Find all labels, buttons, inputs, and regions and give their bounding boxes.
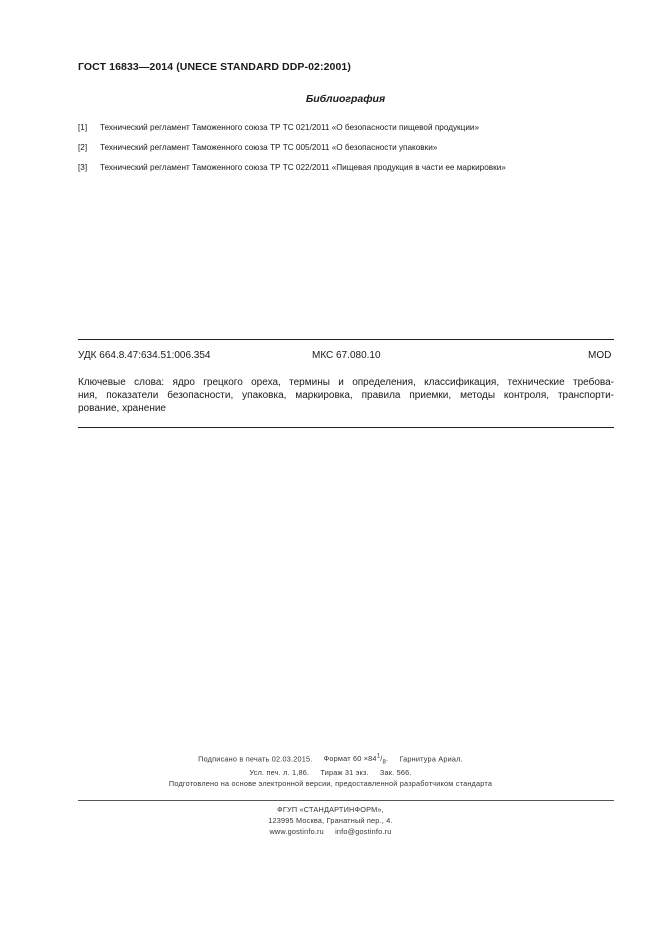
imprint-line-1 (0, 754, 661, 766)
keywords-block (78, 376, 614, 415)
keywords-line: Ключевые слова: ядро грецкого ореха, термины и определения, классификация, технические требова- (78, 377, 614, 388)
keywords-line: рование, хранение (78, 403, 166, 414)
imprint-run: Тираж 31 экз. (320, 768, 369, 777)
keywords-line: ния, показатели безопасности, упаковка, маркировка, правила приемки, методы контроля, транспорти- (78, 390, 614, 401)
mks-code: МКС 67.080.10 (312, 350, 381, 361)
bibliography-item (78, 163, 506, 172)
imprint-sheets: Усл. печ. л. 1,86. (249, 768, 310, 777)
bibliography-item-number: [2] (78, 143, 88, 152)
imprint-line-2 (0, 768, 661, 777)
divider-bottom (78, 427, 614, 428)
imprint-format: Формат $60 \times 84^1/_8$. (323, 754, 389, 766)
bibliography-item-number: [3] (78, 163, 88, 172)
publisher-address: 123995 Москва, Гранатный пер., 4. (268, 816, 393, 825)
document-header: ГОСТ 16833—2014 (UNECE STANDARD DDP-02:2001) (78, 61, 351, 73)
imprint-signed: Подписано в печать 02.03.2015. (198, 754, 313, 764)
publisher-email-link[interactable]: info@gostinfo.ru (335, 827, 392, 836)
imprint-prepared: Подготовлено на основе электронной версии, предоставленной разработчиком стандарта (168, 779, 493, 788)
bibliography-title: Библиография (305, 93, 386, 105)
divider-top (78, 339, 614, 340)
publisher-contacts (0, 827, 661, 836)
imprint-order: Зак. 566. (379, 768, 412, 777)
publisher-website-link[interactable]: www.gostinfo.ru (269, 827, 324, 836)
bibliography-item (78, 123, 479, 132)
udk-code: УДК 664.8.47:634.51:006.354 (78, 350, 211, 361)
publisher-name: ФГУП «СТАНДАРТИНФОРМ», (277, 805, 384, 814)
imprint-divider (78, 800, 614, 801)
mod-label: MOD (588, 350, 612, 361)
imprint-font: Гарнитура Ариал. (399, 754, 463, 764)
bibliography-item-number: [1] (78, 123, 88, 132)
bibliography-item-text: Технический регламент Таможенного союза ТР ТС 022/2011 «Пищевая продукция в части ее маркировки» (100, 163, 506, 172)
bibliography-item-text: Технический регламент Таможенного союза ТР ТС 021/2011 «О безопасности пищевой продукции» (100, 123, 480, 132)
bibliography-item (78, 143, 437, 152)
bibliography-item-text: Технический регламент Таможенного союза ТР ТС 005/2011 «О безопасности упаковки» (100, 143, 438, 152)
